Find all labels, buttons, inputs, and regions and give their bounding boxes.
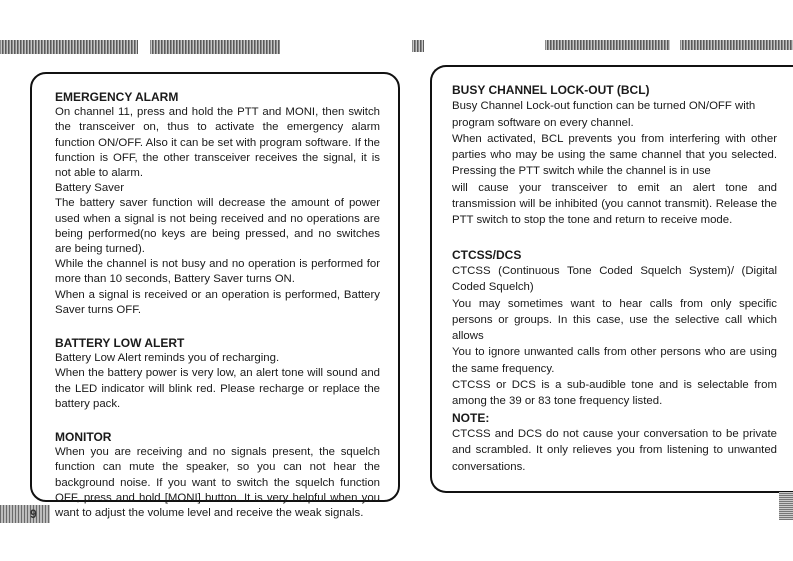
scan-artifact-top-left xyxy=(0,40,138,54)
emergency-alarm-body: On channel 11, press and hold the PTT and MONI, then switch the transceiver on, thus to activate the emergency alarm function ON/OFF. Also it can be set with program software. If the function is OFF, the other transceiver receives the signal, it is not able to alarm. xyxy=(55,106,380,180)
scan-artifact-top-left-2 xyxy=(150,40,280,54)
ctcss-line4: CTCSS or DCS is a sub-audible tone and is selectable from among the 39 or 83 tone frequency listed. xyxy=(452,379,777,408)
battery-low-line2: When the battery power is very low, an alert tone will sound and the LED indicator will blink red. Please recharge or replace the battery pack. xyxy=(55,367,380,410)
monitor-heading: MONITOR xyxy=(55,430,112,445)
battery-low-heading: BATTERY LOW ALERT xyxy=(55,336,185,351)
ctcss-line1: CTCSS (Continuous Tone Coded Squelch System)/ (Digital Coded Squelch) xyxy=(452,264,777,294)
ctcss-line2: You may sometimes want to hear calls from only specific persons or groups. In this case, use the selective call which allows xyxy=(452,297,777,343)
scan-artifact-top-center xyxy=(412,40,424,52)
scan-artifact-top-right xyxy=(545,40,670,50)
battery-saver-on: While the channel is not busy and no operation is performed for more than 10 seconds, Battery Saver turns ON. xyxy=(55,258,380,286)
left-page-panel xyxy=(30,72,400,520)
note-label: NOTE: xyxy=(452,410,490,425)
bcl-heading: BUSY CHANNEL LOCK-OUT (BCL) xyxy=(452,83,650,97)
page-number: 9 xyxy=(0,505,50,523)
bcl-line1: Busy Channel Lock-out function can be turned ON/OFF with program software on every channel. xyxy=(452,100,756,129)
battery-saver-title: Battery Saver xyxy=(55,182,125,195)
ctcss-heading: CTCSS/DCS xyxy=(452,247,522,262)
bcl-line2: When activated, BCL prevents you from interfering with other parties who may be using the same channel that you selected. Pressing the PTT switch while the channel is in use xyxy=(452,132,777,178)
ctcss-line3: You to ignore unwanted calls from other persons who are using the same frequency. xyxy=(452,346,777,375)
monitor-body: When you are receiving and no signals present, the squelch function can mute the speaker, so you can not hear the background noise. If you want to switch the squelch function OFF, press and hold [MONI] button. It is very helpful when you want to adjust the volume level and receive the weak signals. xyxy=(55,446,380,520)
scan-artifact-bottom-right xyxy=(779,492,793,520)
battery-saver-body: The battery saver function will decrease the amount of power used when a signal is not being received and no operations are being performed(no keys are being pressed, and no switches are being turned). xyxy=(55,197,380,256)
bcl-line3: will cause your transceiver to emit an alert tone and transmission will be inhibited (you cannot transmit). Release the PTT switch to stop the tone and return to receive mode. xyxy=(452,181,777,227)
battery-low-line1: Battery Low Alert reminds you of recharging. xyxy=(55,352,280,365)
right-page-panel xyxy=(430,65,793,493)
scan-artifact-top-right-2 xyxy=(680,40,793,50)
battery-saver-off: When a signal is received or an operation is performed, Battery Saver turns OFF. xyxy=(55,288,380,316)
emergency-alarm-heading: EMERGENCY ALARM xyxy=(55,90,179,104)
note-body: CTCSS and DCS do not cause your conversation to be private and scrambled. It only relieves you from listening to unwanted conversations. xyxy=(452,427,777,473)
